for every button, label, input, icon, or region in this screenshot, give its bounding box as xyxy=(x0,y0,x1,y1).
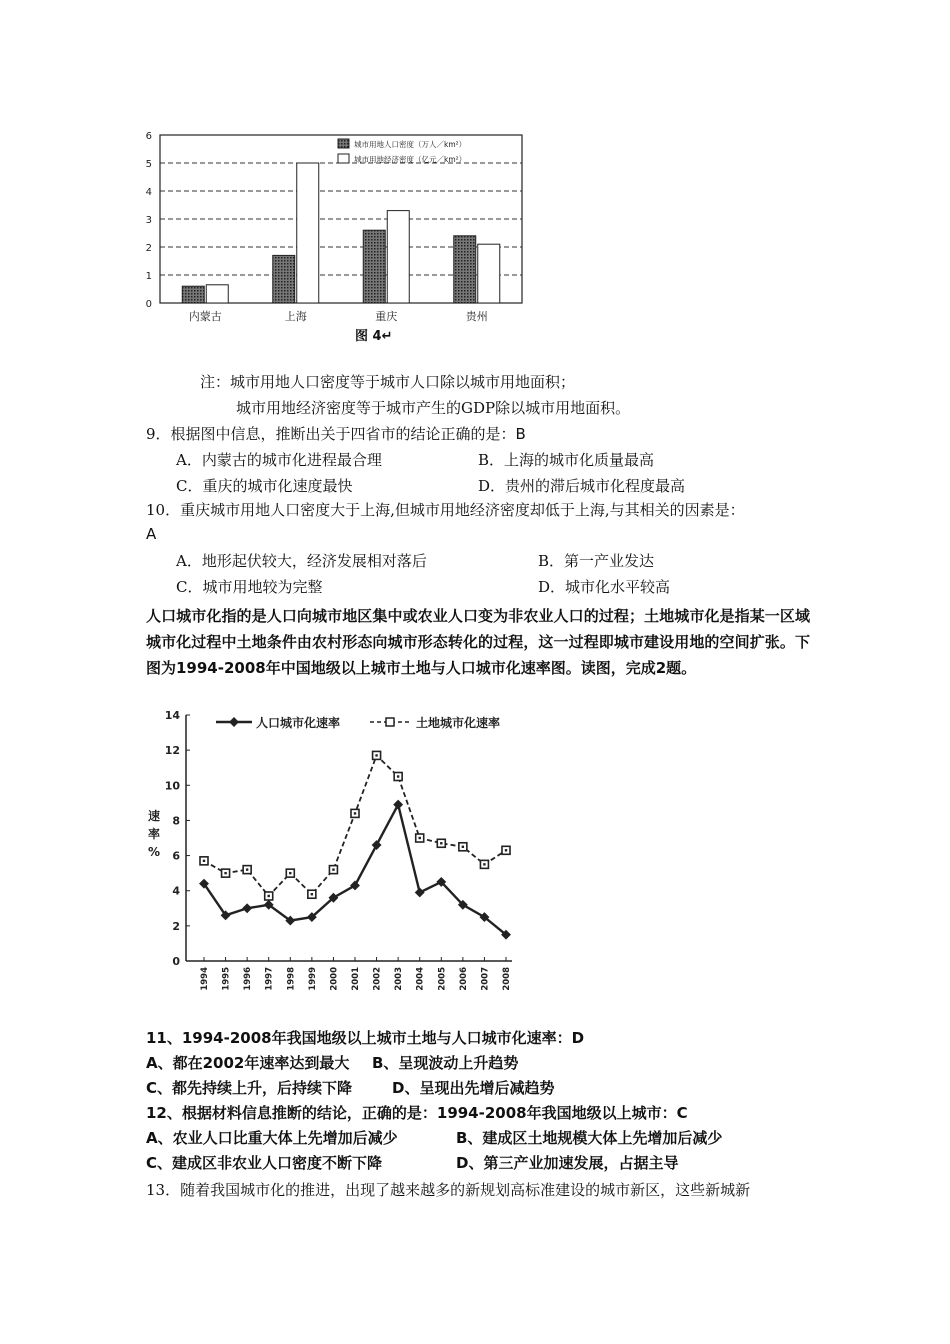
line-chart-y-label xyxy=(148,808,160,859)
category-label: 重庆 xyxy=(375,310,398,323)
land-point-center xyxy=(289,872,291,874)
q10-answer: A xyxy=(146,525,157,543)
population-point xyxy=(242,903,252,913)
x-tick-label: 2007 xyxy=(480,967,491,991)
land-point-center xyxy=(268,895,270,897)
land-point-center xyxy=(332,868,334,870)
y-tick-label: 12 xyxy=(164,744,180,758)
bar-chart-legend xyxy=(338,139,466,164)
x-tick-label: 2000 xyxy=(329,967,340,991)
y-label-char: 速 xyxy=(147,809,161,823)
bar-economic-density xyxy=(387,211,409,303)
land-point-center xyxy=(354,812,356,814)
q9-stem xyxy=(146,424,526,444)
q11-stem xyxy=(146,1028,584,1048)
land-point-center xyxy=(246,868,248,870)
q9-option-d: D．贵州的滞后城市化程度最高 xyxy=(478,477,686,495)
legend-label: 城市用地人口密度（万人／km²） xyxy=(354,140,467,149)
x-tick-label: 1995 xyxy=(221,967,232,991)
land-point-center xyxy=(505,849,507,851)
q11-option-b: B、呈现波动上升趋势 xyxy=(372,1054,519,1072)
x-tick-label: 2006 xyxy=(458,967,469,991)
x-tick-label: 2004 xyxy=(415,967,426,991)
line-chart-figure xyxy=(140,702,530,1007)
q9-stem-text: 9．根据图中信息，推断出关于四省市的结论正确的是： xyxy=(146,425,516,443)
q10-option-b: B．第一产业发达 xyxy=(538,552,655,570)
bar-chart-bars xyxy=(182,163,500,303)
bar-chart-ticks xyxy=(146,131,152,310)
y-tick-label: 14 xyxy=(164,709,180,722)
x-tick-label: 2002 xyxy=(372,967,383,991)
q12-stem-text: 12、根据材料信息推断的结论，正确的是：1994-2008年我国地级以上城市： xyxy=(146,1104,677,1122)
legend-marker-land xyxy=(386,718,394,726)
bar-population-density xyxy=(182,286,204,303)
legend-label-land: 土地城市化速率 xyxy=(416,716,501,730)
x-tick-label: 1997 xyxy=(264,967,275,991)
legend-marker-population xyxy=(229,717,239,727)
q10-stem: 10．重庆城市用地人口密度大于上海,但城市用地经济密度却低于上海,与其相关的因素是： xyxy=(146,501,745,519)
x-tick-label: 1998 xyxy=(286,967,297,991)
y-tick-label: 6 xyxy=(172,849,180,863)
bar-economic-density xyxy=(478,244,500,303)
line-chart-axes xyxy=(186,715,512,961)
population-point xyxy=(372,840,382,850)
y-tick-label: 5 xyxy=(145,159,152,170)
y-tick-label: 4 xyxy=(145,187,152,198)
x-tick-label: 2005 xyxy=(437,967,448,991)
y-tick-label: 6 xyxy=(145,131,152,142)
y-tick-label: 0 xyxy=(145,299,152,310)
y-tick-label: 3 xyxy=(145,215,152,226)
x-tick-label: 1999 xyxy=(307,967,318,991)
legend-swatch xyxy=(338,139,349,148)
population-point xyxy=(393,800,403,810)
y-tick-label: 1 xyxy=(145,271,152,282)
land-point-center xyxy=(462,846,464,848)
population-point xyxy=(350,880,360,890)
land-point-center xyxy=(483,863,485,865)
x-tick-label: 1994 xyxy=(200,967,210,991)
q11-stem-text: 11、1994-2008年我国地级以上城市土地与人口城市化速率： xyxy=(146,1029,572,1047)
x-tick-label: 2008 xyxy=(502,967,512,991)
q9-option-c: C．重庆的城市化速度最快 xyxy=(176,477,353,495)
category-label: 上海 xyxy=(284,310,307,323)
q11-option-c: C、都先持续上升，后持续下降 xyxy=(146,1079,353,1097)
line-chart-legend xyxy=(216,715,500,730)
q11-option-d: D、呈现出先增后减趋势 xyxy=(392,1079,555,1097)
y-tick-label: 8 xyxy=(172,814,180,828)
legend-label-population: 人口城市化速率 xyxy=(256,716,341,730)
bar-chart-figure xyxy=(140,125,540,345)
q12-option-b: B、建成区土地规模大体上先增加后减少 xyxy=(456,1129,723,1147)
category-label: 贵州 xyxy=(465,310,488,323)
y-label-char: % xyxy=(147,845,161,859)
bar-economic-density xyxy=(297,163,319,303)
land-series-line xyxy=(204,755,506,896)
reading-passage: 人口城市化指的是人口向城市地区集中或农业人口变为非农业人口的过程；土地城市化是指某一区域城市化过程中土地条件由农村形态向城市形态转化的过程，这一过程即城市建设用地的空间扩张。下图为1994-2008年中国地级以上城市土地与人口城市化速率图。读图，完成2题。 xyxy=(146,607,810,677)
land-point-center xyxy=(203,860,205,862)
bar-economic-density xyxy=(206,285,228,303)
q9-option-b: B．上海的城市化质量最高 xyxy=(478,451,655,469)
q9-option-a: A．内蒙古的城市化进程最合理 xyxy=(176,451,382,469)
q12-option-c: C、建成区非农业人口密度不断下降 xyxy=(146,1154,383,1172)
x-tick-label: 2001 xyxy=(351,967,361,991)
line-chart-series xyxy=(199,751,511,939)
q12-stem xyxy=(146,1103,688,1123)
land-point-center xyxy=(440,842,442,844)
bar-population-density xyxy=(273,255,295,303)
y-label-char: 率 xyxy=(147,827,161,841)
x-tick-label: 1996 xyxy=(243,967,254,991)
x-tick-label: 2003 xyxy=(394,967,405,991)
q11-answer: D xyxy=(571,1029,585,1047)
bar-population-density xyxy=(454,236,476,303)
land-point-center xyxy=(224,872,226,874)
legend-label: 城市用地经济密度（亿元／km²） xyxy=(354,155,467,164)
land-point-center xyxy=(419,837,421,839)
q12-answer: C xyxy=(676,1104,688,1122)
legend-swatch xyxy=(338,154,349,163)
note-line-1: 注：城市用地人口密度等于城市人口除以城市用地面积； xyxy=(200,373,576,391)
bar-population-density xyxy=(363,230,385,303)
line-chart-x-ticks xyxy=(200,957,512,991)
bar-chart-categories xyxy=(189,309,488,323)
category-label: 内蒙古 xyxy=(188,310,222,323)
y-tick-label: 2 xyxy=(172,919,180,933)
land-point-center xyxy=(397,775,399,777)
note-line-2: 城市用地经济密度等于城市产生的GDP除以城市用地面积。 xyxy=(236,399,631,417)
land-point-center xyxy=(311,893,313,895)
q13-stem: 13．随着我国城市化的推进，出现了越来越多的新规划高标准建设的城市新区，这些新城新 xyxy=(146,1181,751,1199)
q12-option-a: A、农业人口比重大体上先增加后减少 xyxy=(146,1129,398,1147)
q10-option-c: C．城市用地较为完整 xyxy=(176,578,323,596)
q10-option-d: D．城市化水平较高 xyxy=(538,578,671,596)
q9-answer: B xyxy=(515,425,526,443)
y-tick-label: 4 xyxy=(172,884,180,898)
q11-option-a: A、都在2002年速率达到最大 xyxy=(146,1054,350,1072)
y-tick-label: 0 xyxy=(172,955,180,968)
q10-option-a: A．地形起伏较大，经济发展相对落后 xyxy=(176,552,427,570)
y-tick-label: 2 xyxy=(145,243,152,254)
population-point xyxy=(415,888,425,898)
figure-1-caption: 图 4↵ xyxy=(355,329,393,344)
land-point-center xyxy=(375,754,377,756)
q12-option-d: D、第三产业加速发展，占据主导 xyxy=(456,1154,679,1172)
y-tick-label: 10 xyxy=(164,779,180,793)
